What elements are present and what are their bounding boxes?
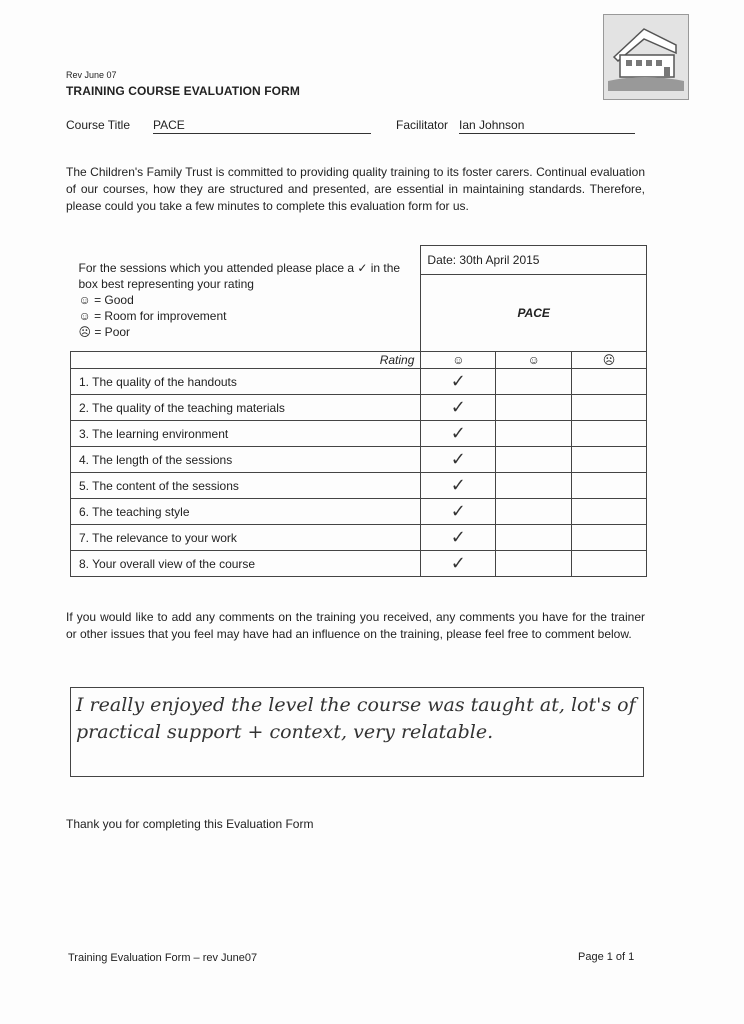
poor-face-icon: ☹ (572, 352, 647, 369)
handwritten-comment: I really enjoyed the level the course was taught at, lot's of practical support + context, very relatable. (76, 694, 636, 743)
good-checkbox[interactable]: ✓ (421, 369, 496, 395)
row-label: 2. The quality of the teaching materials (71, 395, 421, 421)
good-checkbox[interactable]: ✓ (421, 551, 496, 577)
good-checkbox[interactable]: ✓ (421, 525, 496, 551)
table-row (71, 395, 647, 421)
intro-paragraph: The Children's Family Trust is committed to providing quality training to its foster carers. Continual evaluation of our courses, how they are structured and presented, are essential in maintaining standards. Therefore, please could you take a few minutes to complete this evaluation form for us. (66, 165, 645, 213)
row-label: 1. The quality of the handouts (71, 369, 421, 395)
improve-checkbox[interactable] (496, 551, 572, 577)
improve-checkbox[interactable] (496, 421, 572, 447)
poor-checkbox[interactable] (572, 447, 647, 473)
footer-form-name: Training Evaluation Form – rev June07 (68, 952, 258, 964)
poor-checkbox[interactable] (572, 395, 647, 421)
table-row (71, 421, 647, 447)
legend-poor: ☹ = Poor (78, 324, 131, 339)
row-label: 7. The relevance to your work (71, 525, 421, 551)
legend-good: ☺ = Good (78, 292, 134, 307)
page-number: Page 1 of 1 (578, 951, 635, 963)
revision-label: Rev June 07 (66, 70, 117, 80)
good-face-icon: ☺ (421, 352, 496, 369)
instructions-text: For the sessions which you attended please place a ✓ in the box best representing your rating (78, 260, 401, 291)
evaluation-table (70, 245, 647, 577)
thank-you-note: Thank you for completing this Evaluation Form (66, 817, 314, 831)
poor-checkbox[interactable] (572, 499, 647, 525)
improve-checkbox[interactable] (496, 473, 572, 499)
table-row (71, 525, 647, 551)
improve-checkbox[interactable] (496, 369, 572, 395)
good-checkbox[interactable]: ✓ (421, 473, 496, 499)
rating-label: Rating (71, 352, 421, 369)
form-title: TRAINING COURSE EVALUATION FORM (66, 84, 300, 98)
improve-checkbox[interactable] (496, 447, 572, 473)
table-row (71, 551, 647, 577)
facilitator-label: Facilitator (396, 118, 449, 132)
table-row (71, 473, 647, 499)
row-label: 4. The length of the sessions (71, 447, 421, 473)
house-logo-icon (603, 14, 689, 100)
row-label: 3. The learning environment (71, 421, 421, 447)
row-label: 5. The content of the sessions (71, 473, 421, 499)
good-checkbox[interactable]: ✓ (421, 499, 496, 525)
poor-checkbox[interactable] (572, 421, 647, 447)
improve-checkbox[interactable] (496, 499, 572, 525)
comments-instructions: If you would like to add any comments on the training you received, any comments you have for the trainer or other issues that you feel may have had an influence on the training, please feel free to comment below. (66, 610, 645, 641)
session-name: PACE (421, 275, 647, 352)
poor-checkbox[interactable] (572, 473, 647, 499)
poor-checkbox[interactable] (572, 369, 647, 395)
poor-checkbox[interactable] (572, 551, 647, 577)
row-label: 8. Your overall view of the course (71, 551, 421, 577)
facilitator-field[interactable]: Ian Johnson (459, 118, 635, 134)
table-row (71, 499, 647, 525)
date-cell: Date: 30th April 2015 (421, 246, 647, 275)
improve-checkbox[interactable] (496, 395, 572, 421)
table-row (71, 447, 647, 473)
course-title-label: Course Title (66, 118, 131, 132)
course-title-field[interactable]: PACE (153, 118, 371, 134)
good-checkbox[interactable]: ✓ (421, 447, 496, 473)
legend-improve: ☺ = Room for improvement (78, 308, 227, 323)
row-label: 6. The teaching style (71, 499, 421, 525)
poor-checkbox[interactable] (572, 525, 647, 551)
improve-checkbox[interactable] (496, 525, 572, 551)
good-checkbox[interactable]: ✓ (421, 395, 496, 421)
neutral-face-icon: ☺ (496, 352, 572, 369)
table-row (71, 369, 647, 395)
good-checkbox[interactable]: ✓ (421, 421, 496, 447)
instructions (71, 246, 421, 352)
